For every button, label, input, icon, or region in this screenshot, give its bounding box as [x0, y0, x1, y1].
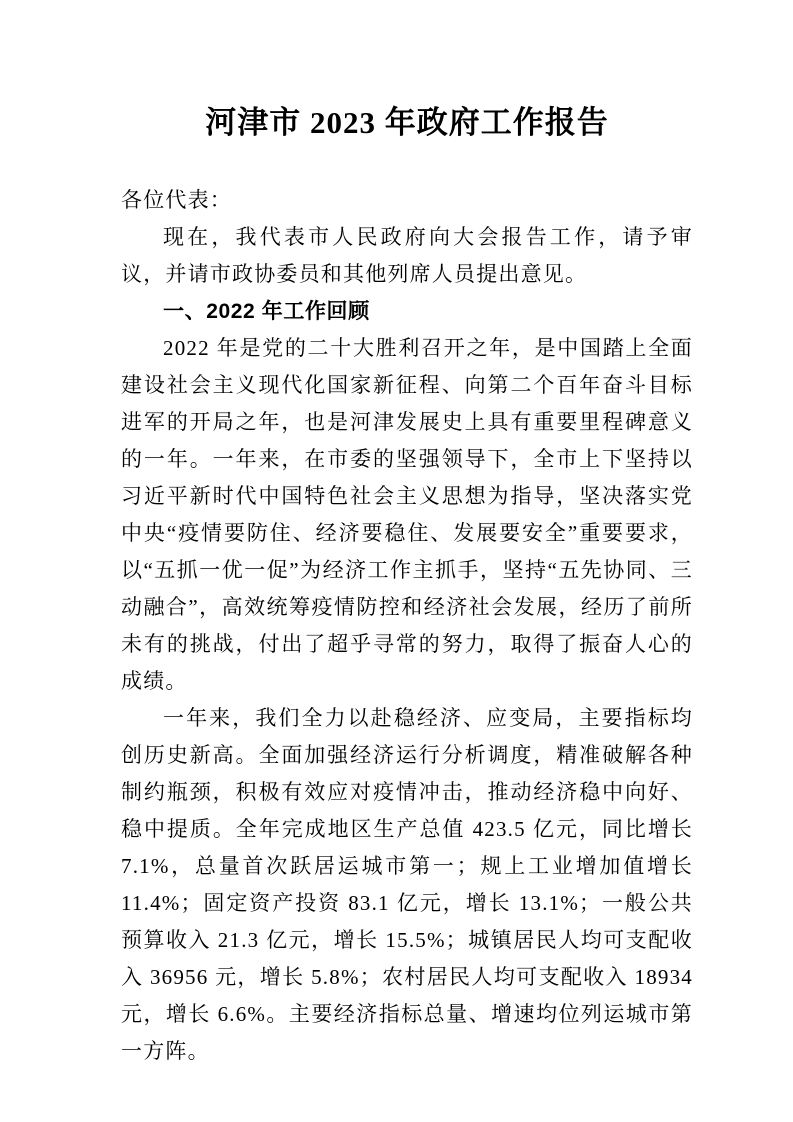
body-paragraph: 现在，我代表市人民政府向大会报告工作，请予审议，并请市政协委员和其他列席人员提出意见。: [121, 225, 693, 286]
paragraph-list: [121, 182, 693, 1070]
body-paragraph: 2022 年是党的二十大胜利召开之年，是中国踏上全面建设社会主义现代化国家新征程、向第二个百年奋斗目标进军的开局之年，也是河津发展史上具有重要里程碑意义的一年。一年来，在市委的坚强领导下，全市上下坚持以习近平新时代中国特色社会主义思想为指导，坚决落实党中央“疫情要防住、经济要稳住、发展要安全”重要要求，以“五抓一优一促”为经济工作主抓手，坚持“五先协同、三动融合”，高效统筹疫情防控和经济社会发展，经历了前所未有的挑战，付出了超乎寻常的努力，取得了振奋人心的成绩。: [121, 336, 693, 693]
section-heading: 一、2022 年工作回顾: [163, 300, 370, 323]
body-paragraph: 一年来，我们全力以赴稳经济、应变局，主要指标均创历史新高。全面加强经济运行分析调度，精准破解各种制约瓶颈，积极有效应对疫情冲击，推动经济稳中向好、稳中提质。全年完成地区生产总值 423.5 亿元，同比增长 7.1%，总量首次跃居运城市第一；规上工业增加值增长 11.4%；固定资产投资 83.1 亿元，增长 13.1%；一般公共预算收入 21.3 亿元，增长 15.5%；城镇居民人均可支配收入 36956 元，增长 5.8%；农村居民人均可支配收入 18934 元，增长 6.6%。主要经济指标总量、增速均位列运城市第一方阵。: [121, 706, 693, 1063]
salutation: 各位代表：: [121, 188, 232, 212]
document-title: 河津市 2023 年政府工作报告: [205, 105, 609, 140]
document-content: [121, 0, 693, 1070]
